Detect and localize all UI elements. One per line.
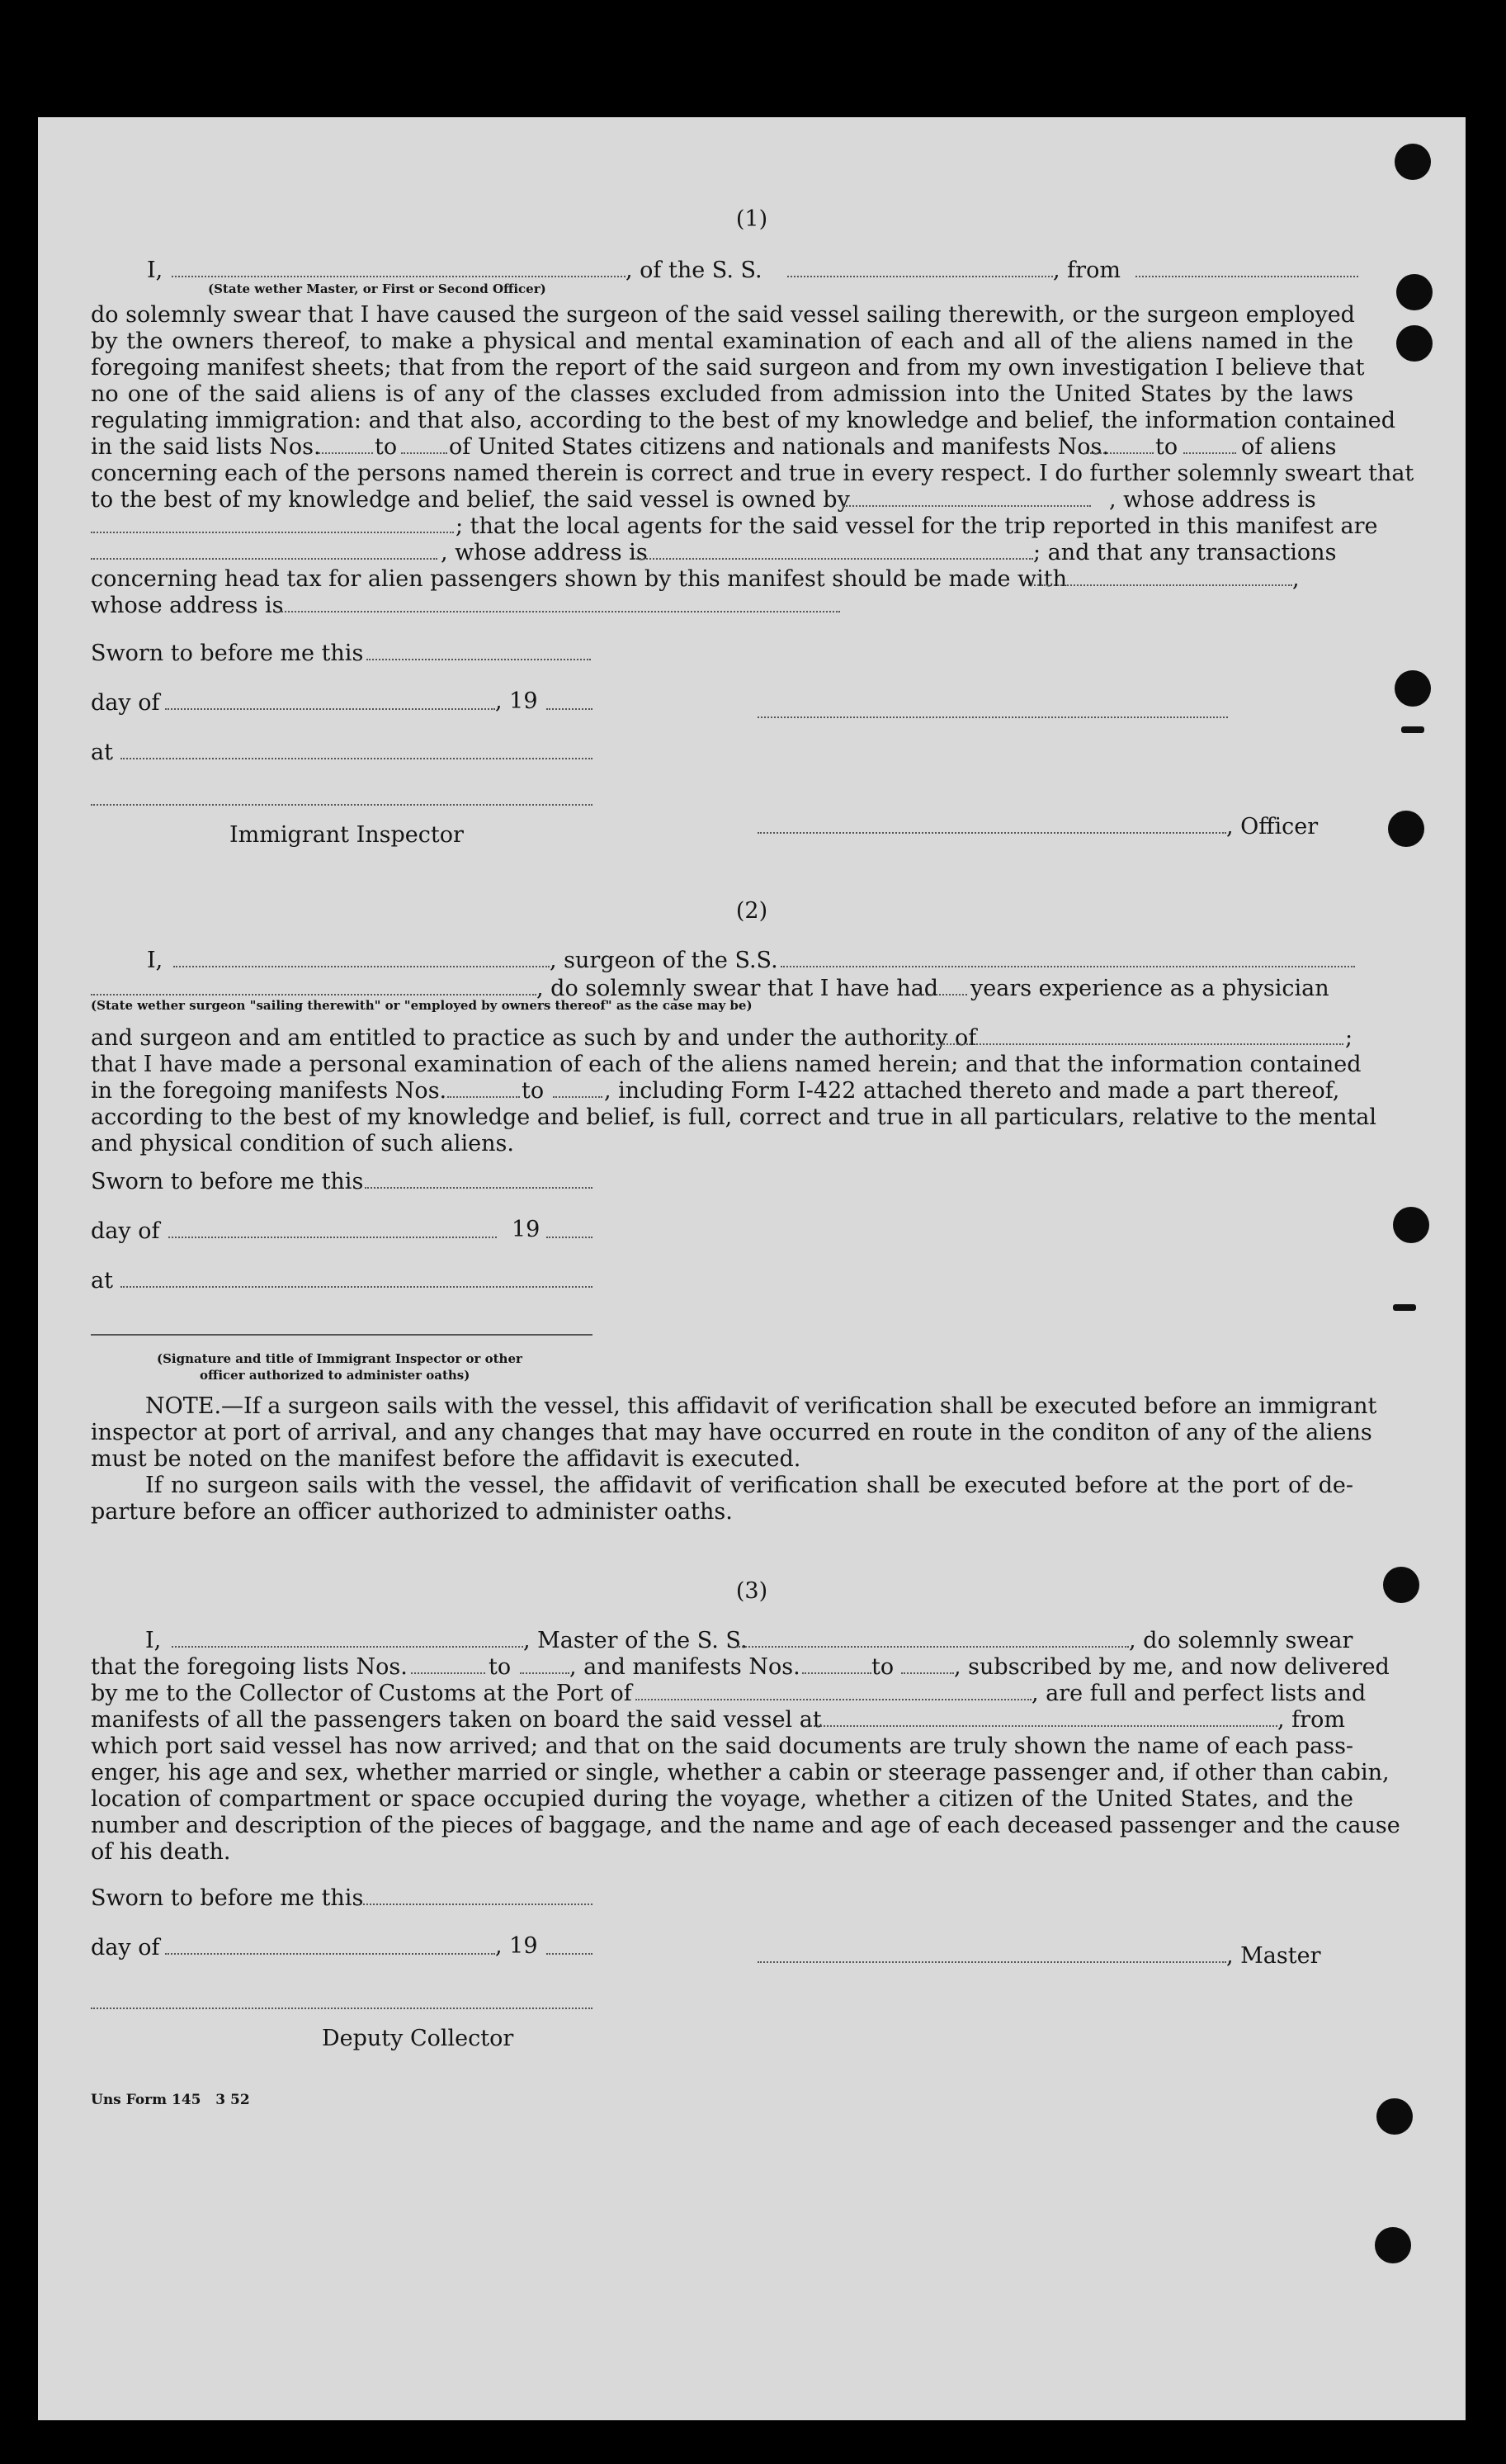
s2-line-5b: to — [522, 1078, 545, 1104]
s3-collector-label: Deputy Collector — [322, 2026, 514, 2051]
s1-agents-address-field[interactable] — [634, 558, 1033, 560]
s1-line-3: foregoing manifest sheets; that from the report of the said surgeon and from my own investigation I believe that — [91, 355, 1365, 381]
s1-line-6d: to — [1155, 434, 1178, 460]
s2-sailing-status-field[interactable] — [91, 994, 536, 996]
s1-agents-field[interactable] — [91, 558, 437, 560]
s1-year: , 19 — [495, 688, 538, 714]
s3-boarding-port-field[interactable] — [804, 1725, 1277, 1727]
s1-officer-note: (State wether Master, or First or Second Officer) — [208, 281, 546, 296]
s3-master-label: , Master — [1226, 1943, 1321, 1969]
s1-line-8a: to the best of my knowledge and belief, the said vessel is owned by — [91, 487, 850, 513]
s1-line-11b: , — [1292, 566, 1300, 592]
s3-master-signature-field[interactable] — [758, 1961, 1226, 1963]
s3-line-2a: that the foregoing lists Nos. — [91, 1654, 408, 1680]
s2-surgeon-name-field[interactable] — [173, 966, 550, 967]
s3-intro-i: I, — [145, 1628, 162, 1653]
s2-sworn: Sworn to before me this — [91, 1169, 364, 1194]
s2-line-7: and physical condition of such aliens. — [91, 1131, 514, 1156]
note-line-1: NOTE.—If a surgeon sails with the vessel, this affidavit of verification shall be executed before an immigrant — [145, 1393, 1377, 1419]
s3-vessel-name-field[interactable] — [736, 1646, 1129, 1648]
s1-line-6a: in the said lists Nos. — [91, 434, 321, 460]
s3-line-5: which port said vessel has now arrived; and that on the said documents are truly shown the name of each pass- — [91, 1733, 1354, 1759]
s1-line-6e: of aliens — [1241, 434, 1337, 460]
s3-master-name-field[interactable] — [172, 1646, 523, 1648]
s1-inspector-label: Immigrant Inspector — [229, 822, 464, 848]
s2-year: 19 — [512, 1217, 541, 1242]
s1-of-the-ss: , of the S. S. — [626, 258, 762, 283]
s3-line-3b: , are full and perfect lists and — [1032, 1681, 1367, 1706]
s3-lists-from-field[interactable] — [411, 1672, 485, 1674]
s3-line-6: enger, his age and sex, whether married or single, whether a cabin or steerage passenger and, if other than cabin, — [91, 1760, 1390, 1785]
s2-surgeon-note: (State wether surgeon "sailing therewith" or "employed by owners thereof" as the case may be) — [91, 998, 753, 1013]
s1-signature-field[interactable] — [758, 716, 1228, 718]
s2-manifests-from-field[interactable] — [447, 1096, 520, 1098]
s2-years-field[interactable] — [919, 994, 967, 996]
s2-line-5c: , including Form I-422 attached thereto and made a part thereof, — [604, 1078, 1340, 1104]
punch-hole — [1376, 2098, 1413, 2135]
s1-line-6c: of United States citizens and nationals and manifests Nos. — [449, 434, 1109, 460]
s1-line-11a: concerning head tax for alien passengers shown by this manifest should be made with — [91, 566, 1068, 592]
s3-manifests-to-field[interactable] — [901, 1672, 954, 1674]
section-1-number: (1) — [735, 206, 768, 232]
s1-from: , from — [1053, 258, 1121, 283]
punch-hole — [1375, 2227, 1411, 2263]
punch-mark — [1401, 726, 1424, 733]
s1-manifests-to-field[interactable] — [1183, 452, 1236, 454]
s1-line-12: whose address is — [91, 593, 284, 618]
s1-intro-i: I, — [147, 258, 163, 283]
s1-line-10b: ; and that any transactions — [1033, 540, 1337, 565]
section-2-number: (2) — [735, 898, 768, 924]
s1-year-field[interactable] — [546, 708, 592, 710]
s1-owner-address-field[interactable] — [91, 532, 454, 533]
s1-line-10a: , whose address is — [441, 540, 648, 565]
s3-line-2c: , and manifests Nos. — [569, 1654, 800, 1680]
note-line-5: parture before an officer authorized to administer oaths. — [91, 1499, 733, 1525]
s2-day-of: day of — [91, 1218, 160, 1244]
s2-authority-field[interactable] — [914, 1043, 1343, 1045]
s1-head-tax-address-field[interactable] — [279, 611, 840, 612]
punch-mark — [1393, 1304, 1416, 1311]
s3-sworn: Sworn to before me this — [91, 1885, 364, 1911]
s1-day-of: day of — [91, 690, 160, 716]
s1-officer-label: , Officer — [1226, 814, 1319, 839]
s2-line-5a: in the foregoing manifests Nos. — [91, 1078, 447, 1104]
s1-at: at — [91, 740, 113, 765]
s3-day-of: day of — [91, 1935, 160, 1960]
punch-hole — [1396, 274, 1433, 310]
s3-year-field[interactable] — [546, 1953, 592, 1955]
punch-hole — [1388, 811, 1424, 847]
s2-signature-note-2: officer authorized to administer oaths) — [200, 1368, 470, 1383]
s1-line-5: regulating immigration: and that also, according to the best of my knowledge and belief, the information contained — [91, 408, 1396, 433]
s2-month-field[interactable] — [168, 1237, 497, 1238]
s3-month-field[interactable] — [165, 1953, 495, 1955]
s2-at: at — [91, 1268, 113, 1293]
punch-hole — [1396, 325, 1433, 362]
s3-year: , 19 — [495, 1933, 538, 1959]
s3-line-4b: , from — [1277, 1707, 1345, 1733]
s2-line-4: that I have made a personal examination of each of the aliens named herein; and that the information contained — [91, 1052, 1362, 1077]
s1-month-field[interactable] — [165, 708, 495, 710]
s3-sworn-day-field[interactable] — [363, 1904, 592, 1905]
s3-port-field[interactable] — [635, 1699, 1032, 1700]
s2-line-3b: ; — [1345, 1025, 1353, 1051]
s1-line-4: no one of the said aliens is of any of the classes excluded from admission into the United States by the laws — [91, 381, 1353, 407]
s3-collector-line[interactable] — [91, 2008, 592, 2009]
manifest-affidavit-sheet — [38, 117, 1466, 2420]
s2-line-3a: and surgeon and am entitled to practice as such by and under the authority of — [91, 1025, 977, 1051]
s2-swear-b: years experience as a physician — [970, 976, 1329, 1001]
s2-swear-a: , do solemnly swear that I have had — [536, 976, 939, 1001]
s1-sworn-day-field[interactable] — [366, 659, 591, 660]
s1-inspector-line[interactable] — [91, 804, 592, 806]
punch-hole — [1395, 144, 1431, 180]
s3-swear: , do solemnly swear — [1129, 1628, 1353, 1653]
s3-line-2b: to — [489, 1654, 512, 1680]
s1-owner-field[interactable] — [843, 505, 1091, 507]
section-3-number: (3) — [735, 1578, 768, 1604]
s1-line-1: do solemnly swear that I have caused the surgeon of the said vessel sailing therewith, or the surgeon employed — [91, 302, 1355, 328]
s3-line-3a: by me to the Collector of Customs at the Port of — [91, 1681, 632, 1706]
s3-line-9: of his death. — [91, 1839, 231, 1865]
s3-lists-to-field[interactable] — [520, 1672, 569, 1674]
s2-signature-note-1: (Signature and title of Immigrant Inspector or other — [157, 1351, 522, 1366]
punch-hole — [1383, 1567, 1419, 1603]
s3-manifests-from-field[interactable] — [802, 1672, 871, 1674]
punch-hole — [1393, 1207, 1429, 1243]
s1-lists-to-field[interactable] — [401, 452, 447, 454]
s1-sworn: Sworn to before me this — [91, 641, 364, 666]
s2-intro-i: I, — [147, 948, 163, 973]
s3-line-4a: manifests of all the passengers taken on board the said vessel at — [91, 1707, 822, 1733]
punch-hole — [1395, 670, 1431, 707]
s1-line-6b: to — [375, 434, 398, 460]
form-id: Uns Form 145 3 52 — [91, 2092, 250, 2108]
s1-from-port-field[interactable] — [1135, 276, 1358, 277]
s1-vessel-name-field[interactable] — [787, 276, 1053, 277]
s1-officer-name-field[interactable] — [172, 276, 626, 277]
s2-sworn-day-field[interactable] — [365, 1187, 592, 1189]
note-line-3: must be noted on the manifest before the affidavit is executed. — [91, 1446, 801, 1472]
s2-line-6: according to the best of my knowledge and belief, is full, correct and true in all particulars, relative to the mental — [91, 1104, 1377, 1130]
s3-line-2d: to — [871, 1654, 895, 1680]
s1-line-9: ; that the local agents for the said vessel for the trip reported in this manifest are — [456, 513, 1378, 539]
s1-lists-from-field[interactable] — [319, 452, 373, 454]
s1-at-field[interactable] — [120, 758, 592, 759]
s2-signature-line[interactable] — [91, 1334, 592, 1336]
note-line-2: inspector at port of arrival, and any changes that may have occurred en route in the conditon of any of the aliens — [91, 1420, 1372, 1445]
s2-surgeon-of: , surgeon of the S.S. — [550, 948, 778, 973]
s2-vessel-name-field[interactable] — [781, 966, 1355, 967]
s3-line-2e: , subscribed by me, and now delivered — [954, 1654, 1390, 1680]
s1-line-2: by the owners thereof, to make a physical and mental examination of each and all of the aliens named in the — [91, 329, 1353, 354]
s1-line-8b: , whose address is — [1109, 487, 1316, 513]
s3-line-8: number and description of the pieces of baggage, and the name and age of each deceased passenger and the cause — [91, 1813, 1400, 1838]
s1-manifests-from-field[interactable] — [1084, 452, 1154, 454]
s1-head-tax-field[interactable] — [1028, 584, 1292, 586]
s3-master-of: , Master of the S. S. — [523, 1628, 748, 1653]
s2-year-field[interactable] — [546, 1237, 592, 1238]
s1-line-7: concerning each of the persons named therein is correct and true in every respect. I do further solemnly sweart that — [91, 461, 1414, 486]
s2-manifests-to-field[interactable] — [553, 1096, 602, 1098]
note-line-4: If no surgeon sails with the vessel, the affidavit of verification shall be executed before at the port of de- — [145, 1473, 1353, 1498]
s1-officer-line[interactable] — [758, 832, 1226, 834]
s2-at-field[interactable] — [120, 1286, 592, 1288]
s3-line-7: location of compartment or space occupied during the voyage, whether a citizen of the United States, and the — [91, 1786, 1353, 1812]
